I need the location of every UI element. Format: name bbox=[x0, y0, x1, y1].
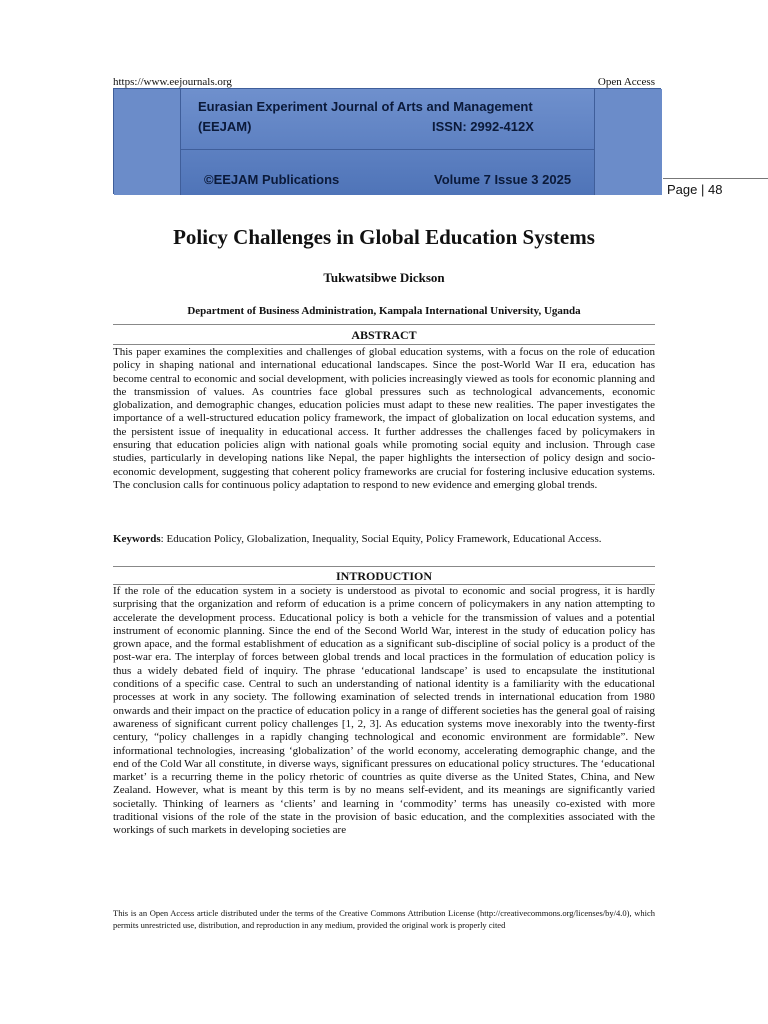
license-footnote: This is an Open Access article distributed under the terms of the Creative Commons Attribution License (http://creativecommons.org/licenses/by/4.0), which permits unrestricted use, distribution, and reproduction in any medium, provided the original work is properly cited bbox=[113, 908, 655, 930]
page-number: Page | 48 bbox=[667, 182, 723, 197]
publisher-name: ©EEJAM Publications bbox=[204, 172, 340, 187]
abstract-heading: ABSTRACT bbox=[351, 328, 417, 342]
volume-issue: Volume 7 Issue 3 2025 bbox=[434, 172, 572, 187]
author-affiliation: Department of Business Administration, Kampala International University, Uganda bbox=[187, 305, 581, 317]
abstract-heading-rule bbox=[113, 344, 655, 345]
article-author: Tukwatsibwe Dickson bbox=[323, 270, 445, 285]
introduction-text: If the role of the education system in a society is understood as pivotal to economic and social progress, it is hardly surprising that the organization and reform of education is a prime concern of policymakers in any nation attempting to accelerate the development process. Educational policy is both a vehicle for the transmission of values and a potential instrument of economic planning. Since the end of the Second World War, interest in the study of education policy has grown apace, and the formal establishment of education as a significant sub-discipline of social policy is a product of the post-war era. The interplay of forces between global trends and local practices in the formulation of education policy is thus a widely debated field of inquiry. The phrase ‘educational landscape’ is used to encapsulate the institutional conditions of a specific case. Central to such an understanding of national identity is a familiarity with the educational processes at work in any society. The following examination of selected trends in international education from 1980 onwards and their impact on the practice of education policy in a range of different societies has the general goal of raising awareness of significant current policy challenges [1, 2, 3]. As education systems move inexorably into the twenty-first century, “policy challenges in a rapidly changing technological and economic environment are formidable”. New informational technologies, increasing ‘globalization’ of the world economy, accelerating demographic change, and the end of the Cold War all constitute, in diverse ways, significant pressures on educational policy structures. The ‘educational market’ is a recurring theme in the policy rhetoric of countries as quite diverse as the United States, China, and New Zealand. However, what is meant by this term is by no means self-evident, and its meanings are significantly varied societally. Thinking of learners as ‘clients’ and learning in ‘commodity’ terms has uneasily co-existed with more traditional visions of the role of the state in the provision of basic education, and the complexities associated with the workings of such markets in developing societies are bbox=[113, 585, 655, 837]
introduction-heading: INTRODUCTION bbox=[335, 569, 432, 583]
keywords-list: : Education Policy, Globalization, Inequality, Social Equity, Policy Framework, Educational Access. bbox=[160, 533, 602, 545]
page-number-rule bbox=[663, 178, 768, 179]
keywords bbox=[113, 533, 655, 546]
keywords-label: Keywords bbox=[113, 533, 161, 545]
open-access-label: Open Access bbox=[597, 76, 655, 88]
abstract-text: This paper examines the complexities and challenges of global education systems, with a focus on the role of education policy in shaping national and international educational landscapes. Since the post-World War II era, education has become central to economic and social development, with policies increasingly viewed as tools for economic planning and the transmission of values. As countries face global pressures such as technological advancements, economic globalization, and demographic changes, education policies must adapt to these new realities. The paper investigates the importance of a well-structured education policy framework, the impact of globalization on local education systems, and the persistent issue of inequality in educational access. It further addresses the challenges faced by policymakers in ensuring that education policies align with national goals while promoting social equity and inclusion. Through case studies, particularly in developing nations like Nepal, the paper highlights the intersection of policy design and socio-economic development, suggesting that coherent policy frameworks are crucial for fostering inclusive education systems. The conclusion calls for continuous policy adaptation to respond to new evidence and emerging global trends. bbox=[113, 346, 655, 491]
article-title: Policy Challenges in Global Education Systems bbox=[173, 225, 595, 249]
journal-name: Eurasian Experiment Journal of Arts and Management bbox=[198, 99, 533, 114]
introduction-top-rule bbox=[113, 566, 655, 567]
journal-issn: ISSN: 2992-412X bbox=[432, 119, 534, 134]
journal-url[interactable]: https://www.eejournals.org bbox=[113, 76, 232, 88]
journal-banner bbox=[113, 88, 661, 194]
journal-abbreviation: (EEJAM) bbox=[198, 119, 252, 134]
abstract-top-rule bbox=[113, 324, 655, 325]
